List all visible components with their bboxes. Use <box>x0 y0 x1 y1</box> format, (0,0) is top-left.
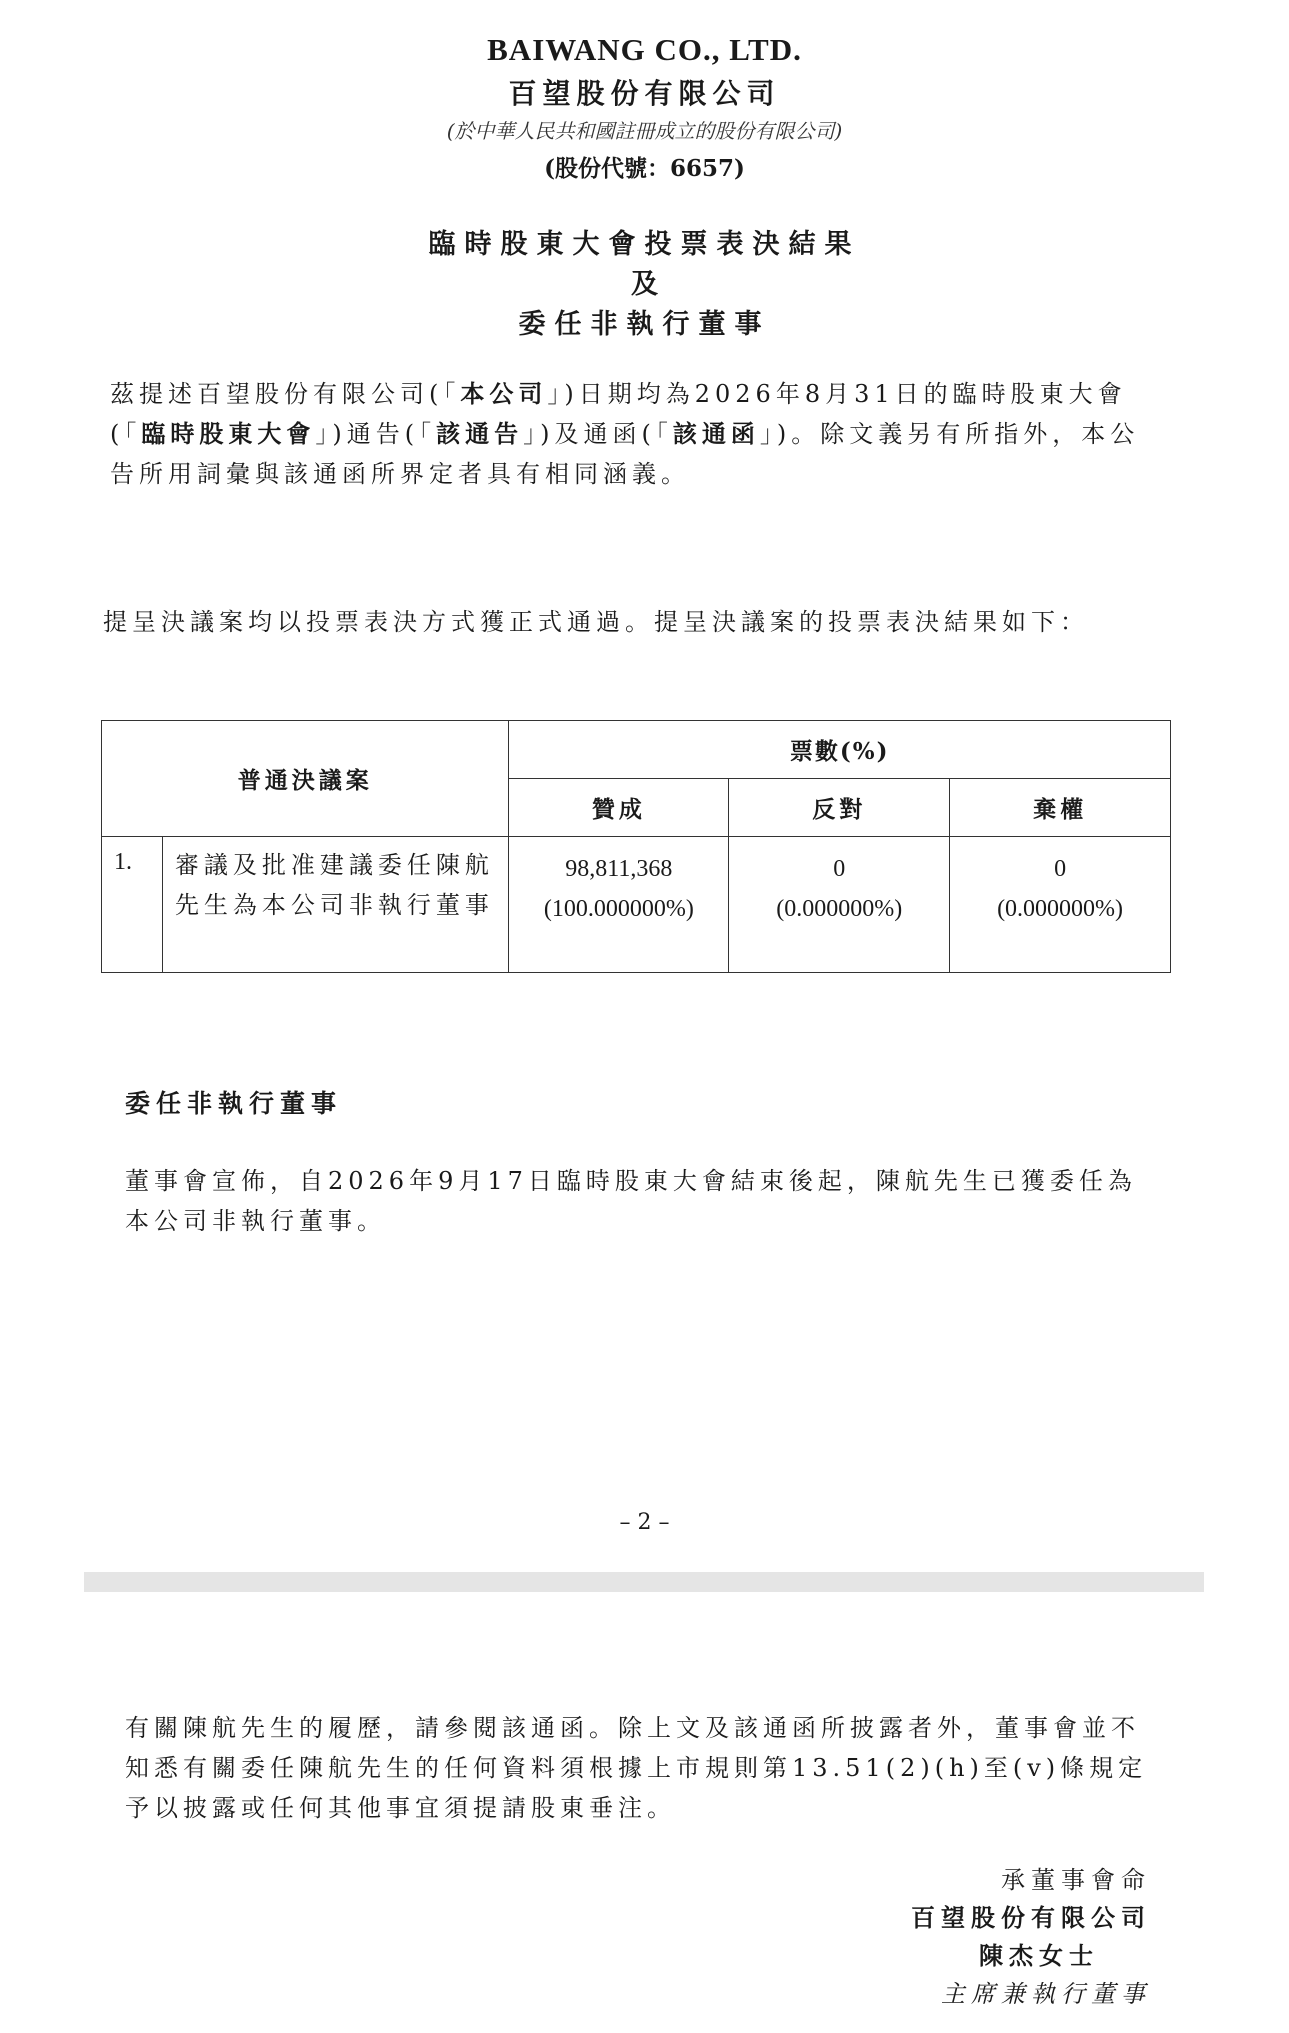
disclosure-paragraph: 有關陳航先生的履歷，請參閱該通函。除上文及該通函所披露者外，董事會並不知悉有關委任陳航先生的任何資料須根據上市規則第13.51(2)(h)至(v)條規定予以披露或任何其他事宜須提請股東垂注。 <box>125 1714 1148 1822</box>
company-name-zh: 百望股份有限公司 <box>508 77 781 110</box>
votes-for-count: 98,811,368 <box>565 856 673 882</box>
header-abstain: 棄權 <box>950 779 1171 837</box>
announcement-title: 臨時股東大會投票表決結果 <box>428 229 861 260</box>
signature-name: 陳杰女士 <box>979 1941 1099 1970</box>
header-against: 反對 <box>729 779 950 837</box>
vote-results-table <box>101 720 1171 973</box>
header-for: 贊成 <box>509 779 729 837</box>
votes-for <box>509 837 729 973</box>
votes-abstain-percent: (0.000000%) <box>997 896 1124 922</box>
votes-against-count: 0 <box>833 856 846 882</box>
signature-company: 百望股份有限公司 <box>911 1903 1151 1932</box>
signature-role: 主席兼執行董事 <box>941 1980 1151 2008</box>
term-circular: 該通函 <box>672 419 760 448</box>
results-intro-paragraph: 提呈決議案均以投票表決方式獲正式通過。提呈決議案的投票表決結果如下： <box>103 608 1089 636</box>
header-ordinary-resolution: 普通決議案 <box>102 721 509 837</box>
announcement-title-and: 及 <box>631 269 658 300</box>
intro-paragraph: 茲提述百望股份有限公司(「本公司」)日期均為2026年8月31日的臨時股東大會(「臨時股東大會」)通告(「該通告」)及通函(「該通函」)。除文義另有所指外，本公告所用詞彙與該通函所界定者具有相同涵義。 <box>110 379 1140 488</box>
votes-abstain-count: 0 <box>1054 856 1067 882</box>
header-votes: 票數(%) <box>509 721 1171 779</box>
resolution-index: 1. <box>102 837 163 973</box>
votes-for-percent: (100.000000%) <box>543 896 694 922</box>
announcement-subtitle: 委任非執行董事 <box>518 309 771 340</box>
votes-abstain <box>950 837 1171 973</box>
term-egm: 臨時股東大會 <box>141 419 316 448</box>
resolution-text: 審議及批准建議委任陳航先生為本公司非執行董事 <box>162 837 508 973</box>
appointment-heading: 委任非執行董事 <box>125 1089 343 1118</box>
votes-against <box>729 837 950 973</box>
stock-code: (股份代號：6657) <box>544 155 745 182</box>
term-notice: 該通告 <box>436 419 524 448</box>
signature-by-order: 承董事會命 <box>1001 1866 1151 1894</box>
page-number: – 2 – <box>619 1510 670 1535</box>
votes-against-percent: (0.000000%) <box>776 896 903 922</box>
page-divider <box>84 1572 1204 1592</box>
table-row <box>102 837 1171 973</box>
company-name-en: BAIWANG CO., LTD. <box>487 32 802 67</box>
term-company: 本公司 <box>460 379 548 408</box>
appointment-paragraph: 董事會宣佈，自2026年9月17日臨時股東大會結束後起，陳航先生已獲委任為本公司非執行董事。 <box>125 1167 1137 1235</box>
incorporation-note: (於中華人民共和國註冊成立的股份有限公司) <box>446 119 843 143</box>
